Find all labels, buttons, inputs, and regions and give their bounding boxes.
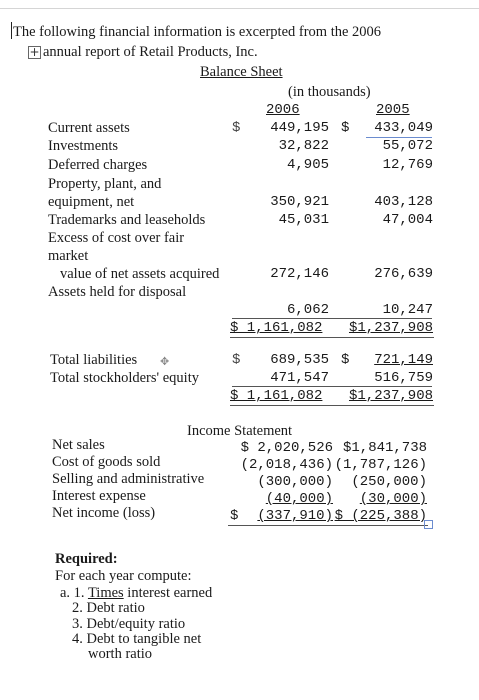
label-trademarks: Trademarks and leaseholds bbox=[48, 212, 206, 228]
total-le-2005: $1,237,908 bbox=[348, 388, 433, 404]
label-current-assets: Current assets bbox=[48, 120, 130, 136]
trademarks-2006: 45,031 bbox=[278, 212, 329, 228]
small-square-icon bbox=[424, 520, 433, 529]
label-excess-3: value of net assets acquired bbox=[60, 266, 220, 282]
item-1-prefix: a. 1. bbox=[60, 585, 85, 601]
ppe-2006: 350,921 bbox=[270, 194, 329, 210]
required-item-4b: worth ratio bbox=[88, 646, 153, 662]
sga-2006: (300,000) bbox=[257, 474, 333, 490]
ppe-2005: 403,128 bbox=[374, 194, 433, 210]
label-total-equity: Total stockholders' equity bbox=[50, 370, 199, 386]
rule-le-subtotal bbox=[232, 386, 432, 387]
unit-label: (in thousands) bbox=[288, 84, 371, 100]
income-statement-title: Income Statement bbox=[187, 423, 293, 439]
dollar-2005: $ bbox=[341, 120, 350, 136]
intro-line-2: annual report of Retail Products, Inc. bbox=[43, 44, 258, 60]
label-interest: Interest expense bbox=[52, 488, 146, 504]
required-item-4a: 4. Debt to tangible net bbox=[72, 631, 202, 647]
label-deferred-charges: Deferred charges bbox=[48, 157, 148, 173]
col-header-2005: 2005 bbox=[376, 102, 410, 118]
sga-2005: (250,000) bbox=[351, 474, 427, 490]
label-net-income: Net income (loss) bbox=[52, 505, 156, 521]
label-investments: Investments bbox=[48, 138, 119, 154]
total-equity-2006: 471,547 bbox=[270, 370, 329, 386]
expand-icon[interactable]: + bbox=[29, 45, 40, 59]
dollar-liabilities-2006: $ bbox=[232, 352, 241, 368]
move-handle-icon[interactable]: ✥ bbox=[160, 355, 170, 368]
deferred-charges-2006: 4,905 bbox=[286, 157, 329, 173]
current-assets-2006: 449,195 bbox=[270, 120, 329, 136]
net-sales-2006: $ 2,020,526 bbox=[240, 440, 333, 456]
cogs-2005: (1,787,126) bbox=[334, 457, 427, 473]
label-total-liabilities: Total liabilities bbox=[50, 352, 138, 368]
dollar-liabilities-2005: $ bbox=[341, 352, 350, 368]
label-sga: Selling and administrative bbox=[52, 471, 205, 487]
rule-net-income-double bbox=[228, 525, 428, 526]
required-intro: For each year compute: bbox=[55, 568, 192, 584]
held-for-disposal-2005: 10,247 bbox=[382, 302, 433, 318]
dollar-net-income-2006: $ bbox=[230, 508, 239, 524]
required-item-2: 2. Debt ratio bbox=[72, 600, 145, 616]
excess-2005: 276,639 bbox=[374, 266, 433, 282]
total-liabilities-2005: 721,149 bbox=[374, 352, 433, 368]
total-liabilities-2006: 689,535 bbox=[270, 352, 329, 368]
net-income-2005: $ (225,388) bbox=[334, 508, 427, 524]
total-assets-2005: $1,237,908 bbox=[348, 320, 433, 336]
label-excess-1: Excess of cost over fair bbox=[48, 230, 185, 246]
held-for-disposal-2006: 6,062 bbox=[286, 302, 329, 318]
rule-total-le-double bbox=[230, 405, 434, 406]
label-excess-2: market bbox=[48, 248, 89, 264]
total-le-2006: $ 1,161,082 bbox=[230, 388, 323, 404]
net-income-2006: (337,910) bbox=[257, 508, 333, 524]
top-border bbox=[0, 8, 479, 9]
required-title: Required: bbox=[55, 551, 118, 567]
rule-total-assets-double bbox=[230, 337, 434, 338]
dollar-2006: $ bbox=[232, 120, 241, 136]
cogs-2006: (2,018,436) bbox=[240, 457, 333, 473]
label-cogs: Cost of goods sold bbox=[52, 454, 161, 470]
col-header-2006: 2006 bbox=[266, 102, 300, 118]
label-net-sales: Net sales bbox=[52, 437, 105, 453]
required-item-3: 3. Debt/equity ratio bbox=[72, 616, 186, 632]
total-assets-2006: $ 1,161,082 bbox=[230, 320, 323, 336]
net-sales-2005: $1,841,738 bbox=[342, 440, 427, 456]
label-held-for-disposal: Assets held for disposal bbox=[48, 284, 187, 300]
interest-2005: (30,000) bbox=[359, 491, 427, 507]
excess-2006: 272,146 bbox=[270, 266, 329, 282]
item-1-times: Times bbox=[87, 585, 124, 601]
rule-subtotal bbox=[232, 318, 432, 319]
investments-2005: 55,072 bbox=[382, 138, 433, 154]
label-ppe-2: equipment, net bbox=[48, 194, 135, 210]
interest-2006: (40,000) bbox=[265, 491, 333, 507]
text-cursor bbox=[11, 22, 12, 39]
intro-line-1: The following financial information is excerpted from the 2006 bbox=[13, 24, 382, 40]
current-assets-2005: 433,049 bbox=[374, 120, 433, 136]
total-equity-2005: 516,759 bbox=[374, 370, 433, 386]
trademarks-2005: 47,004 bbox=[382, 212, 433, 228]
investments-2006: 32,822 bbox=[278, 138, 329, 154]
rule-current-2005 bbox=[366, 137, 432, 138]
item-1-rest: interest earned bbox=[127, 585, 213, 601]
label-ppe-1: Property, plant, and bbox=[48, 176, 162, 192]
deferred-charges-2005: 12,769 bbox=[382, 157, 433, 173]
balance-sheet-title: Balance Sheet bbox=[200, 64, 283, 80]
